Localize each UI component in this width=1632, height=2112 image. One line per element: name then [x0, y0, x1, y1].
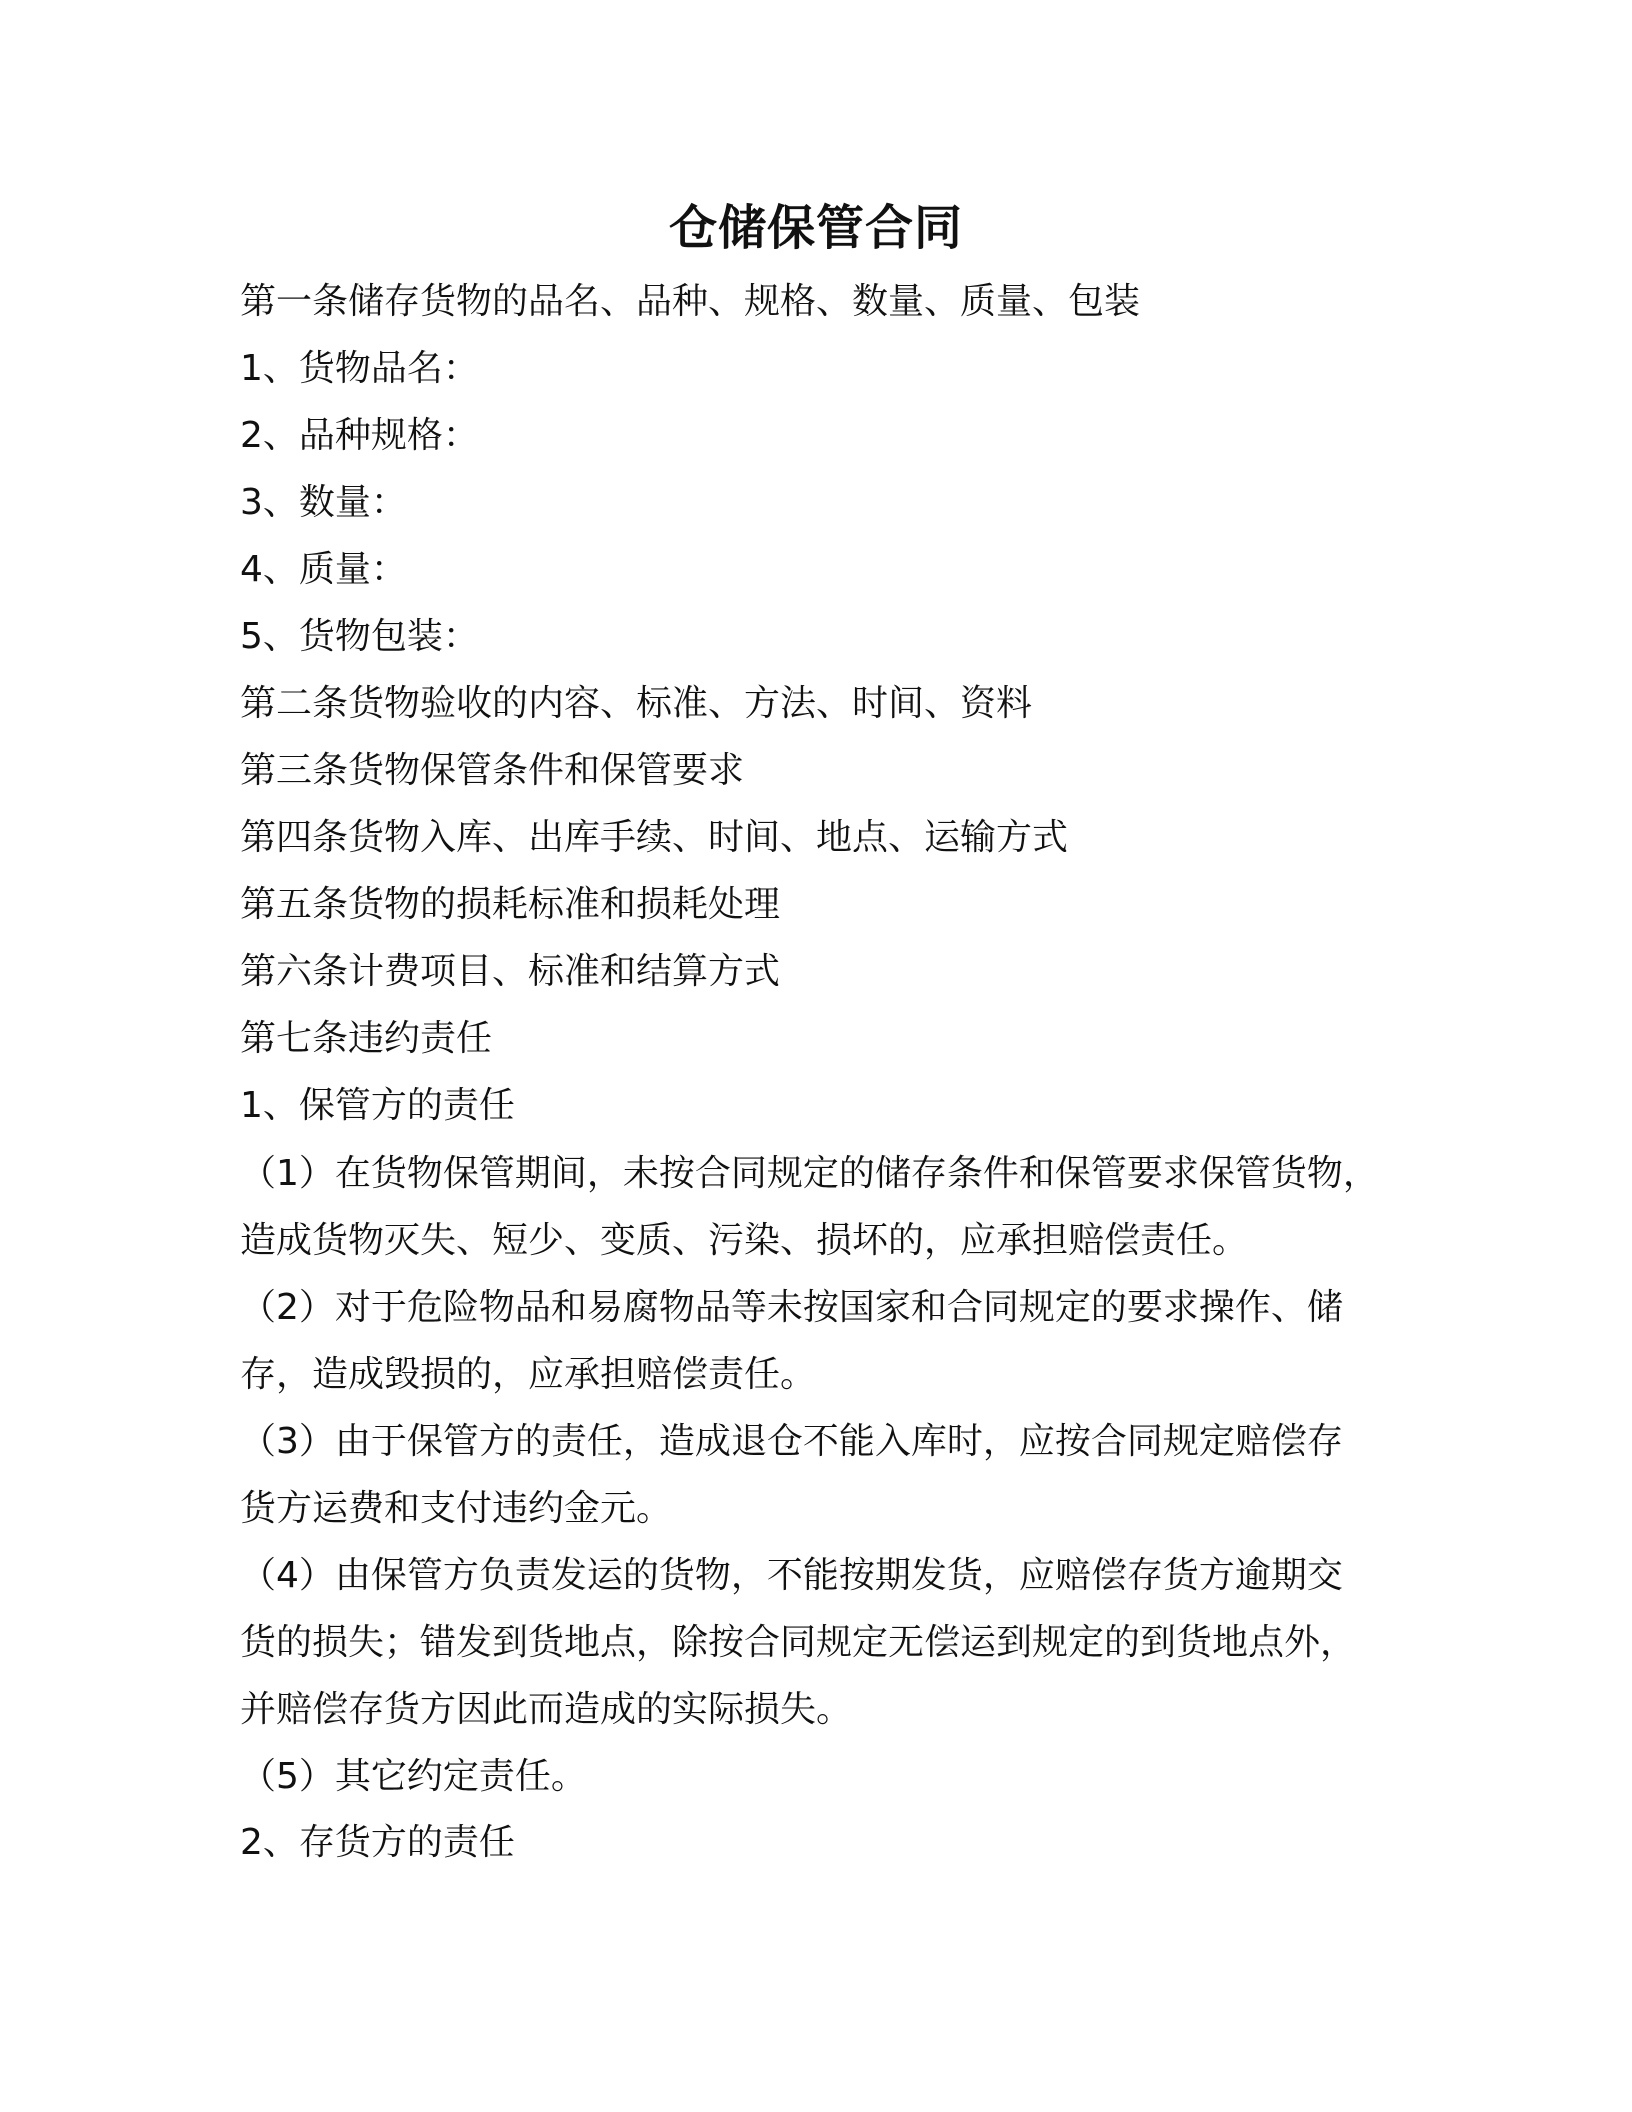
- clause-1-line-2: 造成货物灭失、短少、变质、污染、损坏的，应承担赔偿责任。: [240, 1220, 1249, 1261]
- article-5-heading: 第五条货物的损耗标准和损耗处理: [240, 884, 781, 925]
- clause-2-line-1: （2）对于危险物品和易腐物品等未按国家和合同规定的要求操作、储: [240, 1287, 1343, 1328]
- clause-4-line-2: 货的损失；错发到货地点，除按合同规定无偿运到规定的到货地点外，: [240, 1622, 1357, 1663]
- section-depositor-liability: 2、存货方的责任: [240, 1822, 515, 1863]
- article-1-heading: 第一条储存货物的品名、品种、规格、数量、质量、包装: [240, 281, 1141, 322]
- item-variety-spec: 2、品种规格：: [240, 415, 479, 456]
- clause-5-line-1: （5）其它约定责任。: [240, 1756, 587, 1797]
- article-4-heading: 第四条货物入库、出库手续、时间、地点、运输方式: [240, 817, 1069, 858]
- clause-4-line-3: 并赔偿存货方因此而造成的实际损失。: [240, 1689, 853, 1730]
- article-7-heading: 第七条违约责任: [240, 1018, 493, 1059]
- clause-3-line-2: 货方运费和支付违约金元。: [240, 1488, 673, 1529]
- article-6-heading: 第六条计费项目、标准和结算方式: [240, 951, 781, 992]
- item-quality: 4、质量：: [240, 549, 407, 590]
- article-2-heading: 第二条货物验收的内容、标准、方法、时间、资料: [240, 683, 1033, 724]
- clause-1-line-1: （1）在货物保管期间，未按合同规定的储存条件和保管要求保管货物，: [240, 1153, 1379, 1194]
- clause-3: [240, 1408, 1400, 1542]
- clause-4: [240, 1542, 1400, 1743]
- item-goods-name: 1、货物品名：: [240, 348, 479, 389]
- clause-2-line-2: 存，造成毁损的，应承担赔偿责任。: [240, 1354, 817, 1395]
- article-3-heading: 第三条货物保管条件和保管要求: [240, 750, 745, 791]
- clause-2: [240, 1274, 1400, 1408]
- item-quantity: 3、数量：: [240, 482, 407, 523]
- section-custodian-liability: 1、保管方的责任: [240, 1085, 515, 1126]
- clause-5: [240, 1743, 1400, 1810]
- document-title: 仓储保管合同: [668, 200, 963, 256]
- clause-1: [240, 1140, 1400, 1274]
- clause-3-line-1: （3）由于保管方的责任，造成退仓不能入库时，应按合同规定赔偿存: [240, 1421, 1343, 1462]
- item-packaging: 5、货物包装：: [240, 616, 479, 657]
- clause-4-line-1: （4）由保管方负责发运的货物，不能按期发货，应赔偿存货方逾期交: [240, 1555, 1343, 1596]
